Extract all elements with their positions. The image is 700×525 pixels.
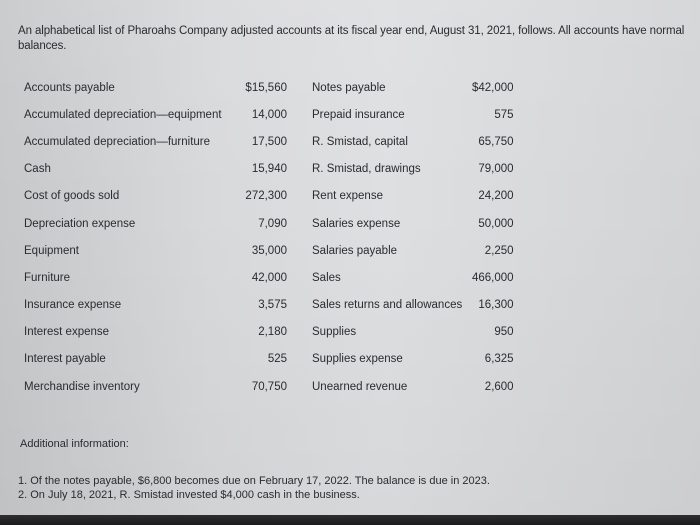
account-name: Sales — [312, 271, 341, 284]
account-name: Accumulated depreciation—furniture — [24, 135, 211, 148]
column-gap — [287, 156, 312, 183]
account-amount: 7,090 — [258, 217, 287, 230]
account-name: Salaries payable — [312, 244, 398, 257]
account-amount: 24,200 — [478, 190, 514, 203]
column-gap — [287, 101, 312, 128]
note-item: 2. On July 18, 2021, R. Smistad invested $4,000 cash in the business. — [18, 489, 360, 501]
account-name: Prepaid insurance — [312, 108, 405, 121]
account-amount: 575 — [494, 108, 514, 121]
column-gap — [287, 373, 312, 400]
account-name: Unearned revenue — [312, 380, 408, 393]
account-amount: 6,325 — [484, 353, 514, 366]
account-name: Equipment — [24, 244, 79, 257]
account-name: Interest payable — [24, 353, 106, 366]
account-name: R. Smistad, drawings — [312, 163, 421, 176]
column-gap — [287, 292, 312, 319]
account-amount: 14,000 — [251, 108, 287, 121]
account-row — [22, 74, 514, 101]
account-amount: $15,560 — [245, 81, 287, 94]
account-row — [22, 156, 514, 183]
account-amount: 272,300 — [245, 190, 287, 203]
account-row — [22, 292, 514, 319]
account-row — [22, 101, 514, 128]
accounts-table — [22, 74, 514, 400]
column-gap — [287, 128, 312, 155]
column-gap — [287, 319, 312, 346]
account-name: Supplies — [312, 326, 357, 339]
account-amount: $42,000 — [472, 81, 514, 94]
account-name: R. Smistad, capital — [312, 135, 408, 148]
account-row — [22, 319, 514, 346]
account-amount: 65,750 — [478, 135, 514, 148]
account-name: Salaries expense — [312, 217, 401, 230]
account-amount: 50,000 — [478, 217, 514, 230]
account-amount: 2,600 — [484, 380, 514, 393]
account-name: Insurance expense — [24, 299, 122, 312]
account-name: Merchandise inventory — [24, 380, 140, 393]
screen-bezel — [0, 515, 700, 525]
column-gap — [287, 237, 312, 264]
additional-info-heading: Additional information: — [20, 438, 129, 450]
account-row — [22, 264, 514, 291]
account-amount: 3,575 — [258, 299, 287, 312]
column-gap — [287, 74, 312, 101]
account-name: Supplies expense — [312, 353, 403, 366]
notes-list — [18, 474, 490, 502]
account-amount: 525 — [267, 353, 287, 366]
note-item: 1. Of the notes payable, $6,800 becomes due on February 17, 2022. The balance is due in 2023. — [18, 475, 490, 487]
account-name: Rent expense — [312, 190, 383, 203]
column-gap — [287, 346, 312, 373]
account-name: Notes payable — [312, 81, 386, 94]
account-amount: 2,250 — [484, 244, 514, 257]
column-gap — [287, 183, 312, 210]
account-row — [22, 237, 514, 264]
column-gap — [287, 210, 312, 237]
account-amount: 35,000 — [251, 244, 287, 257]
account-row — [22, 183, 514, 210]
account-name: Furniture — [24, 271, 71, 284]
account-amount: 15,940 — [251, 163, 287, 176]
account-amount: 17,500 — [251, 135, 287, 148]
account-amount: 950 — [494, 326, 514, 339]
account-row — [22, 373, 514, 400]
account-amount: 16,300 — [478, 299, 514, 312]
column-gap — [287, 264, 312, 291]
account-name: Interest expense — [24, 326, 110, 339]
problem-intro: An alphabetical list of Pharoahs Company adjusted accounts at its fiscal year end, August 31, 2021, follows. All accounts have normal balances. — [18, 25, 685, 52]
account-name: Accounts payable — [24, 81, 115, 94]
account-row — [22, 346, 514, 373]
account-amount: 466,000 — [472, 271, 514, 284]
account-amount: 70,750 — [251, 380, 287, 393]
account-amount: 42,000 — [251, 271, 287, 284]
account-amount: 79,000 — [478, 163, 514, 176]
account-amount: 2,180 — [258, 326, 287, 339]
account-name: Accumulated depreciation—equipment — [24, 108, 222, 121]
account-name: Sales returns and allowances — [312, 299, 463, 312]
account-name: Cash — [24, 163, 51, 176]
account-row — [22, 128, 514, 155]
account-name: Depreciation expense — [24, 217, 136, 230]
account-row — [22, 210, 514, 237]
account-name: Cost of goods sold — [24, 190, 120, 203]
